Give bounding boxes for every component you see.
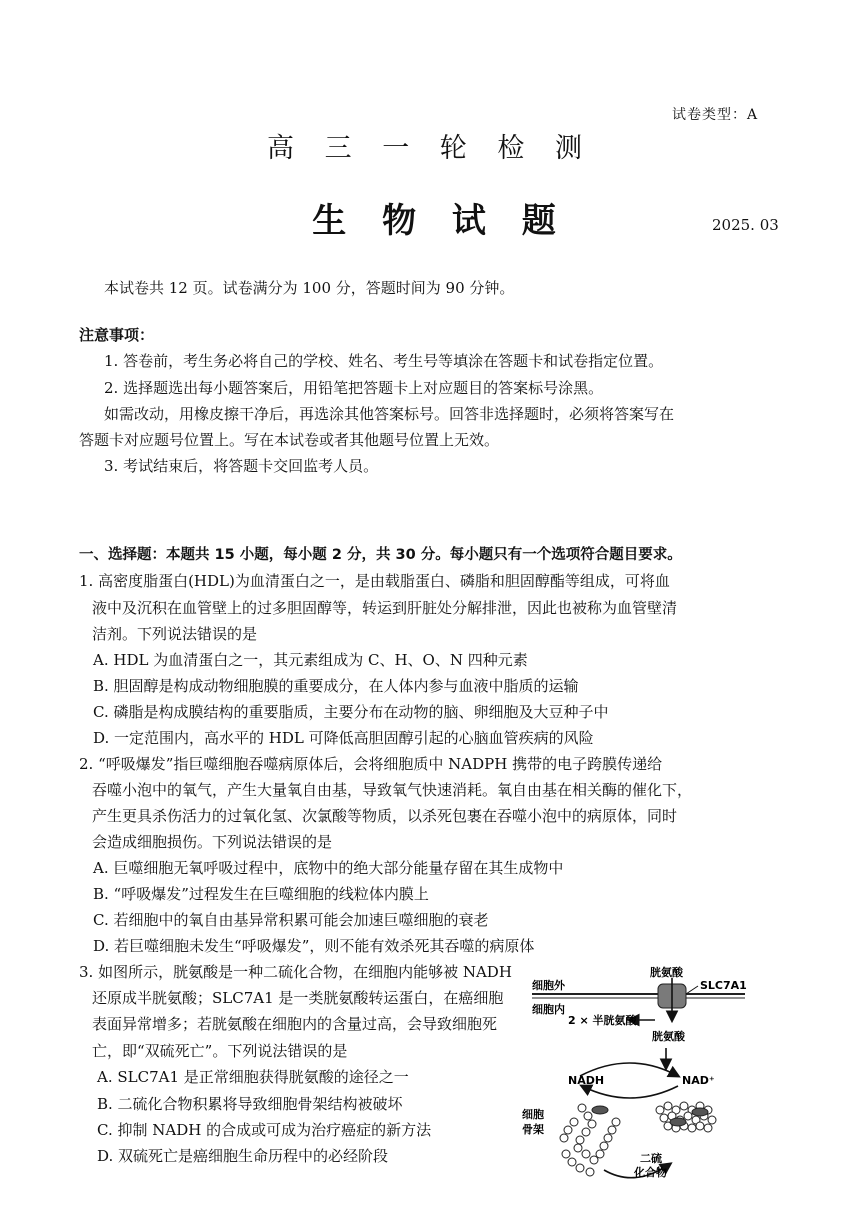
q3-option-c: C. 抑制 NADH 的合成或可成为治疗癌症的新方法 xyxy=(97,1121,432,1139)
label-disulfide-2: 化合物 xyxy=(634,1166,667,1179)
q3-stem-line-3: 表面异常增多；若胱氨酸在细胞内的含量过高，会导致细胞死 xyxy=(92,1015,498,1033)
collapsed-cytoskeleton-icon xyxy=(656,1102,716,1132)
q1-stem-line-1: 1. 高密度脂蛋白(HDL)为血清蛋白之一，是由载脂蛋白、磷脂和胆固醇酯等组成，可将血 xyxy=(79,572,670,590)
q3-stem-line-2: 还原成半胱氨酸；SLC7A1 是一类胱氨酸转运蛋白，在癌细胞 xyxy=(92,989,504,1007)
q2-option-c: C. 若细胞中的氧自由基异常积累可能会加速巨噬细胞的衰老 xyxy=(93,911,489,929)
cytoskeleton-icon xyxy=(560,1104,620,1176)
q2-option-a: A. 巨噬细胞无氧呼吸过程中，底物中的绝大部分能量存留在其生成物中 xyxy=(93,859,564,877)
notice-item-3: 3. 考试结束后，将答题卡交回监考人员。 xyxy=(104,457,379,475)
q1-option-a: A. HDL 为血清蛋白之一，其元素组成为 C、H、O、N 四种元素 xyxy=(93,651,528,669)
q1-option-c: C. 磷脂是构成膜结构的重要脂质，主要分布在动物的脑、卵细胞及大豆种子中 xyxy=(93,703,609,721)
subject-title: 生 物 试 题 xyxy=(312,201,568,241)
label-nad: NAD⁺ xyxy=(682,1074,715,1087)
label-slc7a1: SLC7A1 xyxy=(700,979,747,992)
notice-item-2-line-2: 如需改动，用橡皮擦干净后，再选涂其他答案标号。回答非选择题时，必须将答案写在 xyxy=(104,405,675,423)
q1-stem-line-3: 洁剂。下列说法错误的是 xyxy=(92,625,258,643)
q2-option-b: B. “呼吸爆发”过程发生在巨噬细胞的线粒体内膜上 xyxy=(93,885,429,903)
intro-text: 本试卷共 12 页。试卷满分为 100 分，答题时间为 90 分钟。 xyxy=(104,279,515,297)
q1-stem-line-2: 液中及沉积在血管壁上的过多胆固醇等，转运到肝脏处分解排泄，因此也被称为血管壁清 xyxy=(92,599,678,617)
notice-title: 注意事项： xyxy=(79,326,155,344)
notice-item-1: 1. 答卷前，考生务必将自己的学校、姓名、考生号等填涂在答题卡和试卷指定位置。 xyxy=(104,352,664,370)
label-nadh: NADH xyxy=(568,1074,605,1087)
q3-option-d: D. 双硫死亡是癌细胞生命历程中的必经阶段 xyxy=(97,1147,389,1165)
notice-item-2-line-3: 答题卡对应题号位置上。写在本试卷或者其他题号位置上无效。 xyxy=(79,431,500,449)
notice-item-2: 2. 选择题选出每小题答案后，用铅笔把答题卡上对应题目的答案标号涂黑。 xyxy=(104,379,604,397)
label-disulfide-1: 二硫 xyxy=(640,1152,662,1165)
q3-option-b: B. 二硫化合物积累将导致细胞骨架结构被破坏 xyxy=(97,1095,403,1113)
q3-stem-line-1: 3. 如图所示，胱氨酸是一种二硫化合物，在细胞内能够被 NADH xyxy=(79,963,512,981)
label-cystine: 胱氨酸 xyxy=(652,1030,685,1043)
label-inside: 细胞内 xyxy=(532,1003,565,1016)
q3-figure xyxy=(520,958,770,1190)
label-cysteine: 2 × 半胱氨酸 xyxy=(568,1014,637,1027)
q3-stem-line-4: 亡，即“双硫死亡”。下列说法错误的是 xyxy=(92,1042,348,1060)
q2-stem-line-1: 2. “呼吸爆发”指巨噬细胞吞噬病原体后，会将细胞质中 NADPH 携带的电子跨膜传递给 xyxy=(79,755,663,773)
q2-stem-line-2: 吞噬小泡中的氧气，产生大量氧自由基，导致氧气快速消耗。氧自由基在相关酶的催化下， xyxy=(92,781,693,799)
section-heading: 一、选择题：本题共 15 小题，每小题 2 分，共 30 分。每小题只有一个选项符合题目要求。 xyxy=(79,547,682,563)
label-cytoskeleton-2: 骨架 xyxy=(522,1123,544,1136)
q2-option-d: D. 若巨噬细胞未发生“呼吸爆发”，则不能有效杀死其吞噬的病原体 xyxy=(93,937,535,955)
q3-option-a: A. SLC7A1 是正常细胞获得胱氨酸的途径之一 xyxy=(97,1068,409,1086)
series-title: 高 三 一 轮 检 测 xyxy=(267,133,593,164)
label-cytoskeleton-1: 细胞 xyxy=(522,1108,544,1121)
q2-stem-line-4: 会造成细胞损伤。下列说法错误的是 xyxy=(92,833,333,851)
exam-date: 2025. 03 xyxy=(712,216,779,234)
q1-option-b: B. 胆固醇是构成动物细胞膜的重要成分，在人体内参与血液中脂质的运输 xyxy=(93,677,579,695)
q1-option-d: D. 一定范围内，高水平的 HDL 可降低高胆固醇引起的心脑血管疾病的风险 xyxy=(93,729,594,747)
label-outside: 细胞外 xyxy=(532,979,565,992)
label-cystine-top: 胱氨酸 xyxy=(650,966,683,979)
nad-to-nadh-arrow xyxy=(582,1086,678,1098)
q2-stem-line-3: 产生更具杀伤活力的过氧化氢、次氯酸等物质，以杀死包裹在吞噬小泡中的病原体，同时 xyxy=(92,807,678,825)
exam-type: 试卷类型：A xyxy=(672,107,759,123)
